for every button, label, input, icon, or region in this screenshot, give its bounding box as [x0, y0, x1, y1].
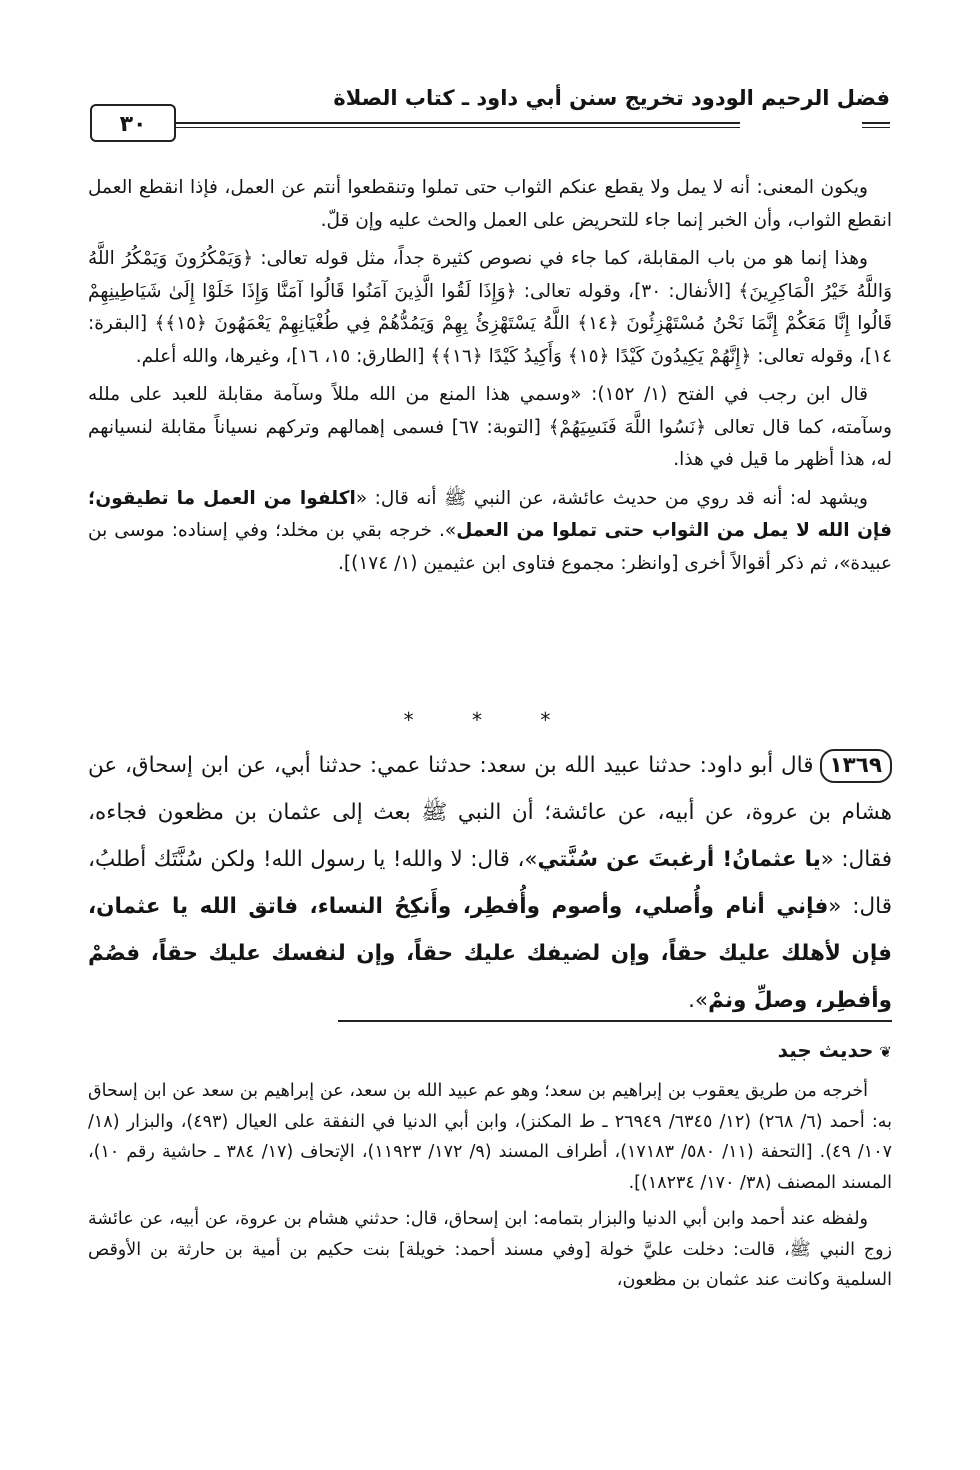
- running-header: [90, 82, 890, 142]
- footnote-divider: [338, 1020, 892, 1022]
- witness-hadith-text: اكلفوا من العمل ما تطيقون؛ فإن الله لا يمل من الثواب حتى تملوا من العمل: [88, 487, 892, 541]
- quran-verse-tawba: ﴿نَسُوا اللَّهَ فَنَسِيَهُمْ﴾: [548, 416, 707, 438]
- quran-verse-baqara: ﴿وَإِذَا لَقُوا الَّذِينَ آمَنُوا قَالُوا آمَنَّا وَإِذَا خَلَوْا إِلَىٰ شَيَاطِينِهِمْ قَالُوا إِنَّا مَعَكُمْ إِنَّمَا نَحْنُ مُسْتَهْزِئُونَ ﴿١٤﴾ اللَّهُ يَسْتَهْزِئُ بِهِمْ وَيَمُدُّهُمْ فِي طُغْيَانِهِمْ يَعْمَهُونَ ﴿١٥﴾﴾: [88, 280, 893, 334]
- commentary-section: [88, 172, 892, 580]
- section-separator: * * *: [403, 708, 577, 732]
- hadith-matn-1: يا عثمانُ! أرغبتَ عن سُنَّتي: [537, 847, 821, 872]
- takhrij-paragraph-2: ولفظه عند أحمد وابن أبي الدنيا والبزار بتمامه: ابن إسحاق، قال: حدثني هشام بن عروة، عن أبيه، عن عائشة زوج النبي ﷺ، قالت: دخلت عليَّ خولة [وفي مسند أحمد: خويلة] بنت حكيم بن أمية بن حارثة بن الأوقص السلمية وكانت عند عثمان بن مظعون،: [88, 1209, 892, 1290]
- paragraph-muqabala: وهذا إنما هو من باب المقابلة، كما جاء في نصوص كثيرة جداً، مثل قوله تعالى: ﴿وَيَمْكُرُونَ وَيَمْكُرُ اللَّهُ وَاللَّهُ خَيْرُ الْمَاكِرِينَ﴾ [الأنفال: ٣٠]، وقوله تعالى: ﴿وَإِذَا لَقُوا الَّذِينَ آمَنُوا قَالُوا آمَنَّا وَإِذَا خَلَوْا إِلَىٰ شَيَاطِينِهِمْ قَالُوا إِنَّا مَعَكُمْ إِنَّمَا نَحْنُ مُسْتَهْزِئُونَ ﴿١٤﴾ اللَّهُ يَسْتَهْزِئُ بِهِمْ وَيَمُدُّهُمْ فِي طُغْيَانِهِمْ يَعْمَهُونَ ﴿١٥﴾﴾ [البقرة: ١٤]، وقوله تعالى: ﴿إِنَّهُمْ يَكِيدُونَ كَيْدًا ﴿١٥﴾ وَأَكِيدُ كَيْدًا ﴿١٦﴾﴾ [الطارق: ١٥، ١٦]، وغيرها، والله أعلم.: [88, 248, 893, 367]
- paragraph-witness: ويشهد له: أنه قد روي من حديث عائشة، عن النبي ﷺ أنه قال: «اكلفوا من العمل ما تطيقون؛ فإن الله لا يمل من الثواب حتى تملوا من العمل». خرجه بقي بن مخلد؛ وفي إسناده: موسى بن عبيدة»، ثم ذكر أقوالاً أخرى [وانظر: مجموع فتاوى ابن عثيمين (١/ ١٧٤)].: [88, 487, 892, 574]
- hadith-grade: ❦حديث جيد: [777, 1038, 892, 1062]
- header-rule: [90, 122, 740, 124]
- takhrij-section: [88, 1076, 892, 1296]
- page-number: ٣٠: [90, 104, 176, 142]
- hadith-matn-2: فإني أنام وأُصلي، وأصوم وأُفطِر، وأَنكِحُ النساء، فاتق الله يا عثمان، فإن لأهلك عليك حقاً، وإن لضيفك عليك حقاً، وإن لنفسك عليك حقاً، فصُمْ وأفطِر، وصلِّ ونمْ: [88, 894, 892, 1013]
- paragraph-meaning: ويكون المعنى: أنه لا يمل ولا يقطع عنكم الثواب حتى تملوا وتنقطعوا أنتم عن العمل، فإذا انقطع العمل انقطع الثواب، وأن الخبر إنما جاء للتحريض على العمل والحث عليه وإن قلّ.: [88, 177, 892, 231]
- takhrij-paragraph-1: أخرجه من طريق يعقوب بن إبراهيم بن سعد؛ وهو عم عبيد الله بن سعد، عن إبراهيم بن سعد عن ابن إسحاق به: أحمد (٦/ ٢٦٨) (١٢/ ٦٣٤٥/ ٢٦٩٤٩ ـ ط المكنز)، وابن أبي الدنيا في النفقة على العيال (٤٩٣)، والبزار (١٨/ ١٠٧/ ٤٩). [التحفة (١١/ ٥٨٠/ ١٧١٨٣)، أطراف المسند (٩/ ١٧٢/ ١١٩٢٣)، الإتحاف (١٧/ ٣٨٤ ـ حاشية رقم ١٠)، المسند المصنف (٣٨/ ١٧٠/ ١٨٢٣٤)].: [88, 1081, 892, 1193]
- header-title: فضل الرحيم الودود تخريج سنن أبي داود ـ كتاب الصلاة: [333, 86, 890, 110]
- header-rule-right: [862, 122, 890, 124]
- quran-verse-anfal: ﴿وَيَمْكُرُونَ وَيَمْكُرُ اللَّهُ وَاللَّهُ خَيْرُ الْمَاكِرِينَ﴾: [88, 248, 893, 302]
- bullet-leaf-icon: ❦: [879, 1043, 892, 1061]
- header-rule-thin: [90, 127, 740, 128]
- paragraph-ibn-rajab: قال ابن رجب في الفتح (١/ ١٥٢): «وسمي هذا المنع من الله مللاً وسآمة مقابلة للعبد على ملله وسآمته، كما قال تعالى ﴿نَسُوا اللَّهَ فَنَسِيَهُمْ﴾ [التوبة: ٦٧] فسمى إهمالهم وتركهم نسياناً مقابلة لنسيانهم له، هذا أظهر ما قيل في هذا.: [88, 384, 892, 470]
- quran-verse-tariq: ﴿إِنَّهُمْ يَكِيدُونَ كَيْدًا ﴿١٥﴾ وَأَكِيدُ كَيْدًا ﴿١٦﴾﴾: [430, 345, 752, 367]
- hadith-block: ١٣٦٩قال أبو داود: حدثنا عبيد الله بن سعد: حدثنا عمي: حدثنا أبي، عن ابن إسحاق، عن هشام بن عروة، عن أبيه، عن عائشة؛ أن النبي ﷺ بعث إلى عثمان بن مظعون فجاءه، فقال: «يا عثمانُ! أرغبتَ عن سُنَّتي»، قال: لا والله! يا رسول الله! ولكن سُنَّتَك أطلبُ، قال: «فإني أنام وأُصلي، وأصوم وأُفطِر، وأَنكِحُ النساء، فاتق الله يا عثمان، فإن لأهلك عليك حقاً، وإن لضيفك عليك حقاً، وإن لنفسك عليك حقاً، فصُمْ وأفطِر، وصلِّ ونمْ».: [88, 742, 892, 1024]
- header-rule-right-thin: [862, 127, 890, 128]
- hadith-number: ١٣٦٩: [820, 749, 893, 783]
